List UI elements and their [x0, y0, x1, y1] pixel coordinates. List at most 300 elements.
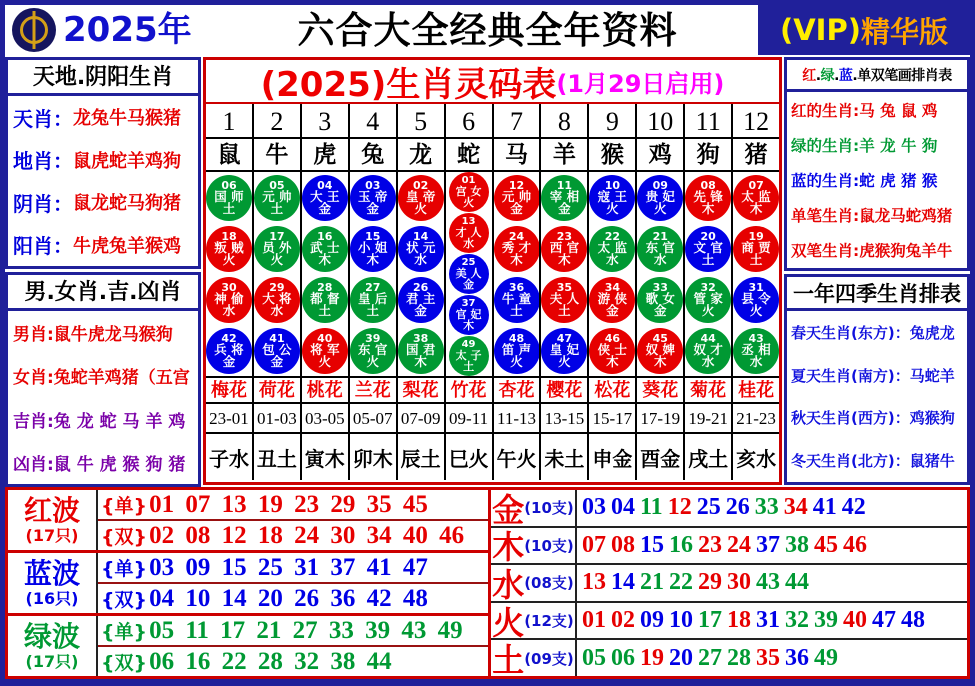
column-number: 4 — [350, 104, 396, 139]
ball-number: 38 — [413, 331, 429, 345]
ball-element: 水 — [270, 303, 284, 318]
wave-even-row — [98, 645, 488, 676]
column-number: 8 — [541, 104, 587, 139]
ball-element: 土 — [318, 303, 332, 318]
time-range: 21-23 — [733, 404, 779, 434]
odd-numbers: 05 11 17 21 27 33 39 43 49 — [149, 616, 463, 644]
ball-stack — [446, 172, 492, 378]
ball-name: 包 公 — [262, 341, 292, 357]
element-label — [491, 565, 577, 604]
lottery-number: 26 — [725, 494, 750, 521]
ball-name: 宫 女 — [455, 185, 482, 199]
flower-label: 梨花 — [398, 378, 444, 404]
ball-element: 木 — [463, 318, 475, 332]
wave-count: (17只) — [25, 651, 79, 671]
ball-number: 33 — [652, 280, 668, 294]
ball-stack — [350, 172, 396, 378]
element-row-水 — [491, 563, 967, 604]
ball-number: 14 — [413, 229, 429, 243]
ball-number: 20 — [700, 229, 716, 243]
number-ball-20 — [685, 226, 731, 272]
color-zodiac-row: 红的生肖:马 兔 鼠 鸡 — [791, 101, 938, 120]
element-name: 火 — [492, 603, 525, 642]
title-part: . — [834, 68, 839, 84]
ball-stack — [733, 172, 779, 378]
time-range: 11-13 — [494, 404, 540, 434]
ball-number: 01 — [461, 175, 476, 187]
flower-label: 樱花 — [541, 378, 587, 404]
category-value: 鼠龙蛇马狗猪 — [73, 193, 181, 215]
ball-element: 木 — [318, 252, 332, 267]
title-part: 红 — [802, 68, 816, 84]
zodiac-category-row: 吉肖:兔 龙 蛇 马 羊 鸡 — [13, 411, 186, 432]
lottery-number: 12 — [667, 494, 692, 521]
vip-label: (VIP) — [779, 13, 861, 47]
lottery-number: 41 — [812, 494, 837, 521]
element-numbers — [577, 565, 967, 601]
ball-element: 木 — [414, 354, 427, 369]
number-ball-49 — [449, 336, 489, 376]
ball-element: 金 — [414, 303, 427, 318]
zodiac-column-龙 — [398, 104, 446, 480]
flower-label: 松花 — [589, 378, 635, 404]
season-zodiac-row: 秋天生肖(西方)：鸡猴狗 — [791, 409, 955, 428]
color-zodiac-row: 蓝的生肖:蛇 虎 猪 猴 — [791, 171, 938, 190]
number-ball-38 — [398, 328, 444, 374]
page-title: 六合大全经典全年资料 — [297, 9, 678, 52]
ball-number: 49 — [461, 338, 476, 350]
zodiac-category-row: 男肖:鼠牛虎龙马猴狗 — [13, 325, 173, 346]
number-ball-07 — [733, 175, 779, 221]
title-part: 单双笔画排肖表 — [857, 68, 952, 84]
category-value: 龙兔牛马猴猪 — [73, 108, 181, 130]
five-elements-table — [491, 487, 970, 679]
ball-element: 木 — [510, 252, 523, 267]
number-ball-18 — [206, 226, 252, 272]
ball-number: 03 — [365, 178, 381, 192]
column-number: 12 — [733, 104, 779, 139]
ball-number: 30 — [221, 280, 237, 294]
zodiac-label: 龙 — [398, 139, 444, 172]
ball-number: 41 — [269, 331, 285, 345]
ball-name: 秀 才 — [501, 239, 532, 255]
ball-number: 07 — [748, 178, 764, 192]
ball-number: 09 — [652, 178, 668, 192]
element-numbers — [577, 490, 967, 526]
number-ball-27 — [350, 277, 396, 323]
zodiac-label: 兔 — [350, 139, 396, 172]
lottery-number: 14 — [611, 569, 635, 596]
ball-name: 神 偷 — [214, 290, 244, 306]
ball-number: 39 — [365, 331, 381, 345]
number-ball-23 — [541, 226, 587, 272]
earthly-branch: 戌土 — [688, 446, 729, 471]
lottery-number: 18 — [727, 607, 751, 634]
table-title — [206, 60, 779, 104]
earthly-branch: 未土 — [544, 446, 585, 471]
vip-badge — [758, 5, 970, 55]
category-label: 阴肖： — [13, 191, 73, 216]
ball-name: 员 外 — [262, 239, 292, 255]
time-range: 09-11 — [446, 404, 492, 434]
four-seasons-panel — [784, 274, 970, 485]
zodiac-category-row — [13, 145, 193, 174]
zodiac-category-row — [13, 188, 193, 217]
time-range: 13-15 — [541, 404, 587, 434]
element-count: (10支) — [524, 536, 574, 555]
ball-name: 武 士 — [310, 239, 340, 255]
zodiac-label: 猪 — [733, 139, 779, 172]
header — [5, 5, 970, 55]
number-ball-41 — [254, 328, 300, 374]
ball-number: 42 — [221, 331, 237, 345]
column-number: 10 — [637, 104, 683, 139]
ball-element: 金 — [222, 354, 236, 369]
ball-name: 美 人 — [455, 266, 482, 280]
ball-number: 45 — [652, 331, 668, 345]
ball-element: 金 — [270, 354, 284, 369]
number-ball-46 — [589, 328, 635, 374]
ball-name: 县 令 — [741, 290, 771, 306]
number-ball-12 — [494, 175, 540, 221]
zodiac-column-猪 — [733, 104, 779, 480]
wave-odd-row — [98, 553, 488, 582]
lottery-number: 13 — [582, 569, 606, 596]
earthly-branch: 子水 — [208, 446, 249, 471]
even-label: {双} — [101, 589, 148, 611]
wave-even-row — [98, 582, 488, 613]
category-label: 地肖： — [13, 149, 73, 174]
ball-element: 金 — [366, 201, 379, 216]
zodiac-column-虎 — [302, 104, 350, 480]
column-number: 6 — [446, 104, 492, 139]
number-ball-36 — [494, 277, 540, 323]
color-zodiac-row: 单笔生肖:鼠龙马蛇鸡猪 — [791, 207, 953, 226]
coin-ring-icon — [20, 16, 48, 44]
ball-name: 笛 声 — [501, 341, 532, 357]
column-number: 2 — [254, 104, 300, 139]
ball-element: 火 — [222, 252, 236, 267]
even-numbers: 02 08 12 18 24 30 34 40 46 — [149, 521, 465, 549]
lottery-number: 35 — [756, 644, 780, 671]
color-stroke-panel — [784, 57, 970, 271]
ball-name: 都 督 — [310, 290, 340, 306]
lottery-number: 43 — [756, 569, 780, 596]
ball-name: 先 锋 — [693, 188, 723, 204]
season-zodiac-row: 春天生肖(东方)：兔虎龙 — [791, 323, 955, 342]
flower-label: 竹花 — [446, 378, 492, 404]
ball-stack — [637, 172, 683, 378]
ball-number: 04 — [317, 178, 333, 192]
zodiac-column-狗 — [685, 104, 733, 480]
ball-element: 金 — [463, 277, 475, 291]
element-count: (12支) — [524, 612, 574, 631]
panel-title: 天地.阴阳生肖 — [8, 60, 198, 96]
zodiac-label: 虎 — [302, 139, 348, 172]
wave-name: 蓝波 — [23, 556, 80, 590]
earthly-branch: 午火 — [496, 446, 537, 471]
title-part: . — [815, 68, 821, 84]
ball-element: 水 — [222, 303, 236, 318]
flower-label: 梅花 — [206, 378, 252, 404]
earthly-branch: 丑土 — [256, 446, 297, 471]
element-row-土 — [491, 638, 967, 680]
year-label: 2025年 — [63, 10, 192, 50]
element-label — [491, 603, 577, 642]
category-value: 鼠虎蛇羊鸡狗 — [73, 150, 181, 172]
sky-earth-yinyang-panel — [5, 57, 201, 269]
lottery-number: 06 — [611, 644, 635, 671]
lottery-number: 47 — [872, 607, 896, 634]
number-ball-39 — [350, 328, 396, 374]
zodiac-category-row: 女肖:兔蛇羊鸡猪（五宫 — [13, 368, 190, 389]
number-ball-31 — [733, 277, 779, 323]
number-ball-35 — [541, 277, 587, 323]
ball-number: 29 — [269, 280, 285, 294]
ball-number: 08 — [700, 178, 716, 192]
lottery-number: 16 — [669, 531, 693, 558]
lottery-number: 42 — [841, 494, 866, 521]
ball-number: 26 — [413, 280, 429, 294]
zodiac-category-row: 凶肖:鼠 牛 虎 猴 狗 猪 — [13, 454, 186, 475]
ball-name: 丞 相 — [741, 341, 771, 357]
lottery-number: 19 — [640, 644, 664, 671]
time-range: 05-07 — [350, 404, 396, 434]
ball-name: 叛 贼 — [214, 239, 244, 255]
ball-element: 火 — [510, 354, 523, 369]
earthly-branch: 亥水 — [736, 446, 777, 471]
ball-element: 木 — [606, 354, 619, 369]
number-ball-44 — [685, 328, 731, 374]
lottery-number: 21 — [640, 569, 664, 596]
odd-label: {单} — [101, 495, 148, 517]
ball-number: 06 — [221, 178, 237, 192]
zodiac-label: 羊 — [541, 139, 587, 172]
time-range: 23-01 — [206, 404, 252, 434]
ball-element: 土 — [558, 303, 571, 318]
ball-number: 35 — [556, 280, 573, 294]
wave-color-table — [5, 487, 491, 679]
lottery-number: 04 — [611, 494, 635, 521]
flower-label: 菊花 — [685, 378, 731, 404]
number-ball-42 — [206, 328, 252, 374]
number-ball-47 — [541, 328, 587, 374]
ball-name: 才 人 — [455, 226, 482, 240]
lottery-number: 27 — [698, 644, 722, 671]
ball-element: 木 — [701, 201, 715, 216]
number-ball-08 — [685, 175, 731, 221]
ball-element: 木 — [558, 252, 571, 267]
lottery-number: 40 — [843, 607, 867, 634]
odd-numbers: 01 07 13 19 23 29 35 45 — [149, 490, 428, 518]
season-zodiac-row: 冬天生肖(北方)：鼠猪牛 — [791, 452, 955, 471]
panel-body — [8, 96, 198, 266]
wave-label — [8, 616, 98, 676]
column-number: 7 — [494, 104, 540, 139]
zodiac-label: 蛇 — [446, 139, 492, 172]
zodiac-category-row — [13, 103, 193, 132]
ball-element: 火 — [558, 354, 571, 369]
lottery-number: 15 — [640, 531, 664, 558]
zodiac-column-兔 — [350, 104, 398, 480]
panel-title: 男.女肖.吉.凶肖 — [8, 275, 198, 311]
ball-element: 金 — [654, 303, 667, 318]
ball-name: 歌 女 — [645, 290, 675, 306]
ball-number: 19 — [748, 229, 764, 243]
ball-element: 水 — [749, 354, 763, 369]
wave-count: (16只) — [25, 588, 79, 608]
ball-element: 火 — [318, 354, 332, 369]
ball-name: 东 官 — [358, 341, 388, 357]
ball-name: 管 家 — [693, 290, 723, 306]
ball-element: 土 — [222, 201, 236, 216]
lottery-number: 22 — [669, 569, 693, 596]
panel-body — [8, 311, 198, 484]
lottery-number: 37 — [756, 531, 780, 558]
element-row-木 — [491, 526, 967, 567]
ball-name: 大 将 — [262, 290, 292, 306]
time-range: 03-05 — [302, 404, 348, 434]
ball-element: 火 — [701, 303, 715, 318]
ball-name: 贵 妃 — [645, 188, 675, 204]
ball-element: 土 — [366, 303, 379, 318]
number-ball-03 — [350, 175, 396, 221]
ball-number: 32 — [700, 280, 716, 294]
ball-number: 44 — [700, 331, 716, 345]
odd-label: {单} — [101, 558, 148, 580]
ball-name: 商 贾 — [741, 239, 771, 255]
flower-label: 荷花 — [254, 378, 300, 404]
lottery-number: 10 — [669, 607, 693, 634]
column-number: 3 — [302, 104, 348, 139]
ball-name: 太 监 — [597, 239, 628, 255]
earthly-branch: 申金 — [592, 446, 633, 471]
ball-number: 16 — [317, 229, 333, 243]
flower-label: 桂花 — [733, 378, 779, 404]
zodiac-code-table — [203, 57, 782, 485]
number-ball-43 — [733, 328, 779, 374]
zodiac-label: 鼠 — [206, 139, 252, 172]
lottery-number: 45 — [814, 531, 838, 558]
wave-name: 红波 — [23, 493, 80, 527]
lottery-number: 38 — [785, 531, 809, 558]
table-title-note: (1月29日启用) — [556, 69, 725, 98]
ball-stack — [302, 172, 348, 378]
lottery-number: 11 — [640, 494, 663, 521]
column-number: 9 — [589, 104, 635, 139]
number-ball-26 — [398, 277, 444, 323]
ball-element: 土 — [270, 201, 284, 216]
ball-number: 34 — [604, 280, 620, 294]
ball-number: 47 — [556, 331, 573, 345]
ball-number: 11 — [556, 178, 573, 192]
color-zodiac-row: 绿的生肖:羊 龙 牛 狗 — [791, 136, 938, 155]
time-range: 15-17 — [589, 404, 635, 434]
ball-number: 37 — [461, 297, 476, 309]
ball-element: 木 — [366, 252, 379, 267]
lottery-number: 29 — [698, 569, 722, 596]
ball-element: 土 — [510, 303, 523, 318]
column-number: 11 — [685, 104, 731, 139]
ball-name: 国 师 — [214, 188, 244, 204]
ball-name: 小 姐 — [358, 239, 388, 255]
vip-edition-label: 精华版 — [860, 14, 948, 49]
ball-element: 火 — [414, 201, 427, 216]
wave-label — [8, 490, 98, 550]
ball-number: 17 — [269, 229, 285, 243]
color-zodiac-row: 双笔生肖:虎猴狗兔羊牛 — [791, 242, 953, 261]
ball-element: 火 — [270, 252, 284, 267]
lottery-number: 23 — [698, 531, 722, 558]
table-columns — [206, 104, 779, 480]
number-ball-21 — [637, 226, 683, 272]
element-numbers — [577, 640, 967, 676]
ball-name: 元 帅 — [262, 188, 292, 204]
element-row-火 — [491, 601, 967, 642]
ball-stack — [494, 172, 540, 378]
earthly-branch: 辰土 — [400, 446, 441, 471]
lottery-number: 09 — [640, 607, 664, 634]
ball-number: 24 — [508, 229, 525, 243]
wave-name: 绿波 — [23, 619, 80, 653]
wave-odd-row — [98, 616, 488, 645]
number-ball-22 — [589, 226, 635, 272]
column-number: 1 — [206, 104, 252, 139]
wave-count: (17只) — [25, 525, 79, 545]
lottery-number: 08 — [611, 531, 635, 558]
lottery-number: 24 — [727, 531, 751, 558]
ball-number: 31 — [748, 280, 764, 294]
number-ball-05 — [254, 175, 300, 221]
ball-element: 水 — [701, 354, 715, 369]
wave-rows — [98, 553, 488, 613]
ball-name: 寇 王 — [597, 188, 628, 204]
number-ball-28 — [302, 277, 348, 323]
table-title-main: (2025)生肖灵码表 — [260, 64, 557, 105]
ball-name: 玉 帝 — [358, 188, 388, 204]
zodiac-column-鼠 — [206, 104, 254, 480]
lottery-number: 02 — [611, 607, 635, 634]
ball-name: 奴 才 — [693, 341, 723, 357]
ball-number: 15 — [365, 229, 381, 243]
time-range: 19-21 — [685, 404, 731, 434]
odd-label: {单} — [101, 621, 148, 643]
number-ball-13 — [449, 213, 489, 253]
ball-element: 土 — [749, 252, 763, 267]
element-numbers — [577, 528, 967, 564]
title-part: 绿 — [820, 68, 835, 84]
number-ball-24 — [494, 226, 540, 272]
ball-name: 状 元 — [405, 239, 436, 255]
zodiac-label: 猴 — [589, 139, 635, 172]
zodiac-column-马 — [494, 104, 542, 480]
ball-name: 文 官 — [693, 239, 723, 255]
zodiac-label: 狗 — [685, 139, 731, 172]
lottery-number: 05 — [582, 644, 606, 671]
ball-number: 12 — [508, 178, 525, 192]
ball-number: 36 — [508, 280, 525, 294]
ball-name: 官 妃 — [455, 307, 482, 321]
zodiac-label: 鸡 — [637, 139, 683, 172]
element-label — [491, 528, 577, 567]
lottery-number: 49 — [814, 644, 838, 671]
element-count: (09支) — [524, 649, 574, 668]
earthly-branch: 寅木 — [304, 446, 345, 471]
earthly-branch: 酉金 — [640, 446, 681, 471]
ball-number: 43 — [748, 331, 764, 345]
lottery-number: 03 — [582, 494, 606, 521]
ball-name: 太 监 — [741, 188, 771, 204]
